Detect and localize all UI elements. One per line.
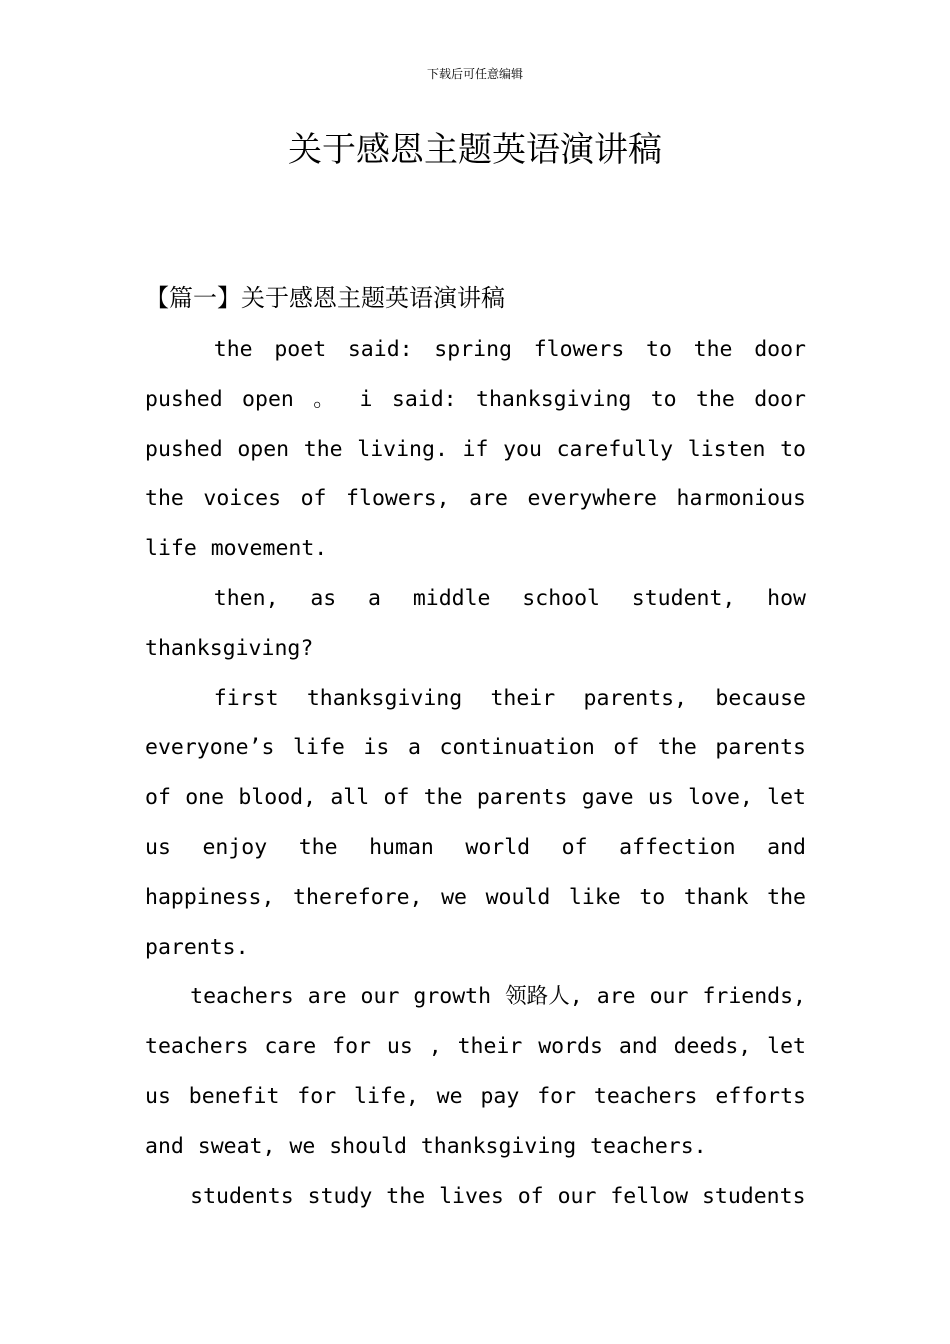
page-header-note: 下载后可任意编辑 xyxy=(426,67,523,81)
paragraph-thank-teachers: teachers are our growth 领路人, are our friends, teachers care for us , their words and deeds, let us benefit for life, we pay for teachers efforts and sweat, we should thanksgiving teachers. xyxy=(145,984,806,1159)
document-body xyxy=(145,325,806,1221)
section-heading: 【篇一】关于感恩主题英语演讲稿 xyxy=(145,284,505,312)
paragraph-middle-school: then, as a middle school student, how thanksgiving? xyxy=(145,585,806,661)
document-title: 关于感恩主题英语演讲稿 xyxy=(288,130,662,170)
paragraph-thank-parents: first thanksgiving their parents, because everyone’s life is a continuation of the parents of one blood, all of the parents gave us love, let us enjoy the human world of affection and happiness, therefore, we would like to thank the parents. xyxy=(145,685,806,960)
paragraph-students: students study the lives of our fellow students xyxy=(190,1183,806,1209)
paragraph-poet-said: the poet said: spring flowers to the door pushed open 。 i said: thanksgiving to the door pushed open the living. if you carefully listen to the voices of flowers, are everywhere harmonious life movement. xyxy=(145,337,806,562)
